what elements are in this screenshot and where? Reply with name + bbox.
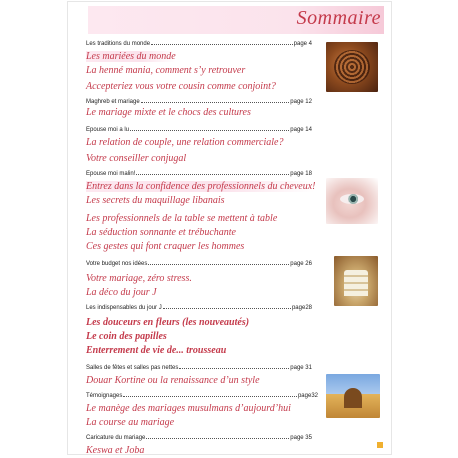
page-number: page 35	[290, 435, 312, 441]
eye-makeup-photo	[326, 178, 378, 224]
entry-label: Votre budget nos idées	[86, 261, 148, 267]
page-number: page 12	[290, 99, 312, 105]
page-number: page 18	[290, 171, 312, 177]
leader-dots	[148, 264, 289, 265]
page-number: page 4	[293, 41, 312, 47]
entry-label: Votre mariage, zéro stress.	[86, 273, 192, 284]
page-number: page28	[291, 305, 312, 311]
entry-label: Epouse moi malin!	[86, 171, 136, 177]
entry-label: Keswa et Joba	[86, 445, 145, 456]
entry-label: Votre conseiller conjugal	[86, 153, 187, 164]
leader-dots	[146, 438, 289, 439]
entry-label: Douar Kortine ou la renaissance d’un style	[86, 375, 260, 386]
henna-hands-photo	[326, 42, 378, 92]
leader-dots	[130, 130, 289, 131]
leader-dots	[179, 368, 289, 369]
leader-dots	[163, 308, 291, 309]
entry-label: Les professionnels de la table se mettent à table	[86, 213, 278, 224]
entry-label: Caricature du mariage	[86, 435, 146, 441]
entry-label: Entrez dans la confidence des professionnels du cheveux!	[86, 181, 316, 192]
entry-label: La séduction sonnante et trébuchante	[86, 227, 236, 238]
page-number: page 31	[290, 365, 312, 371]
toc-heading	[86, 440, 144, 458]
toc-heading	[86, 190, 225, 208]
contents-page	[68, 2, 391, 454]
entry-label: Maghreb et mariage	[86, 99, 140, 105]
leader-dots	[136, 174, 289, 175]
page-title: Sommaire	[296, 7, 381, 29]
wedding-cake-photo	[334, 256, 378, 306]
entry-label: Les douceurs en fleurs (les nouveautés)	[86, 317, 250, 328]
leader-dots	[123, 396, 297, 397]
entry-label: Les indispensables du jour J	[86, 305, 162, 311]
entry-label: Le coin des papilles	[86, 331, 167, 342]
building-photo	[326, 374, 380, 418]
entry-label: La henné mania, comment s’y retrouver	[86, 65, 246, 76]
page-number: page32	[297, 393, 318, 399]
entry-label: Les mariées du monde	[86, 51, 176, 62]
entry-label: Salles de fêtes et salles pas nettes	[86, 365, 179, 371]
entry-label: Les secrets du maquillage libanais	[86, 195, 225, 206]
entry-label: Ces gestes qui font craquer les hommes	[86, 241, 245, 252]
entry-label: Les traditions du monde	[86, 41, 151, 47]
page-number: page 26	[290, 261, 312, 267]
leader-dots	[151, 44, 293, 45]
entry-label: Le manège des mariages musulmans d’aujourd’hui	[86, 403, 291, 414]
entry-label: Accepteriez vous votre cousin comme conjoint?	[86, 81, 276, 92]
entry-label: La course au mariage	[86, 417, 175, 428]
entry-label: Témoignages	[86, 393, 123, 399]
entry-label: La déco du jour J	[86, 287, 157, 298]
entry-label: Enterrement de vie de... trousseau	[86, 345, 227, 356]
page-number: page 14	[290, 127, 312, 133]
entry-label: La relation de couple, une relation commerciale?	[86, 137, 284, 148]
entry-label: Epouse moi a lu	[86, 127, 130, 133]
entry-label: Le mariage mixte et le chocs des cultures	[86, 107, 251, 118]
corner-mark	[377, 442, 383, 448]
